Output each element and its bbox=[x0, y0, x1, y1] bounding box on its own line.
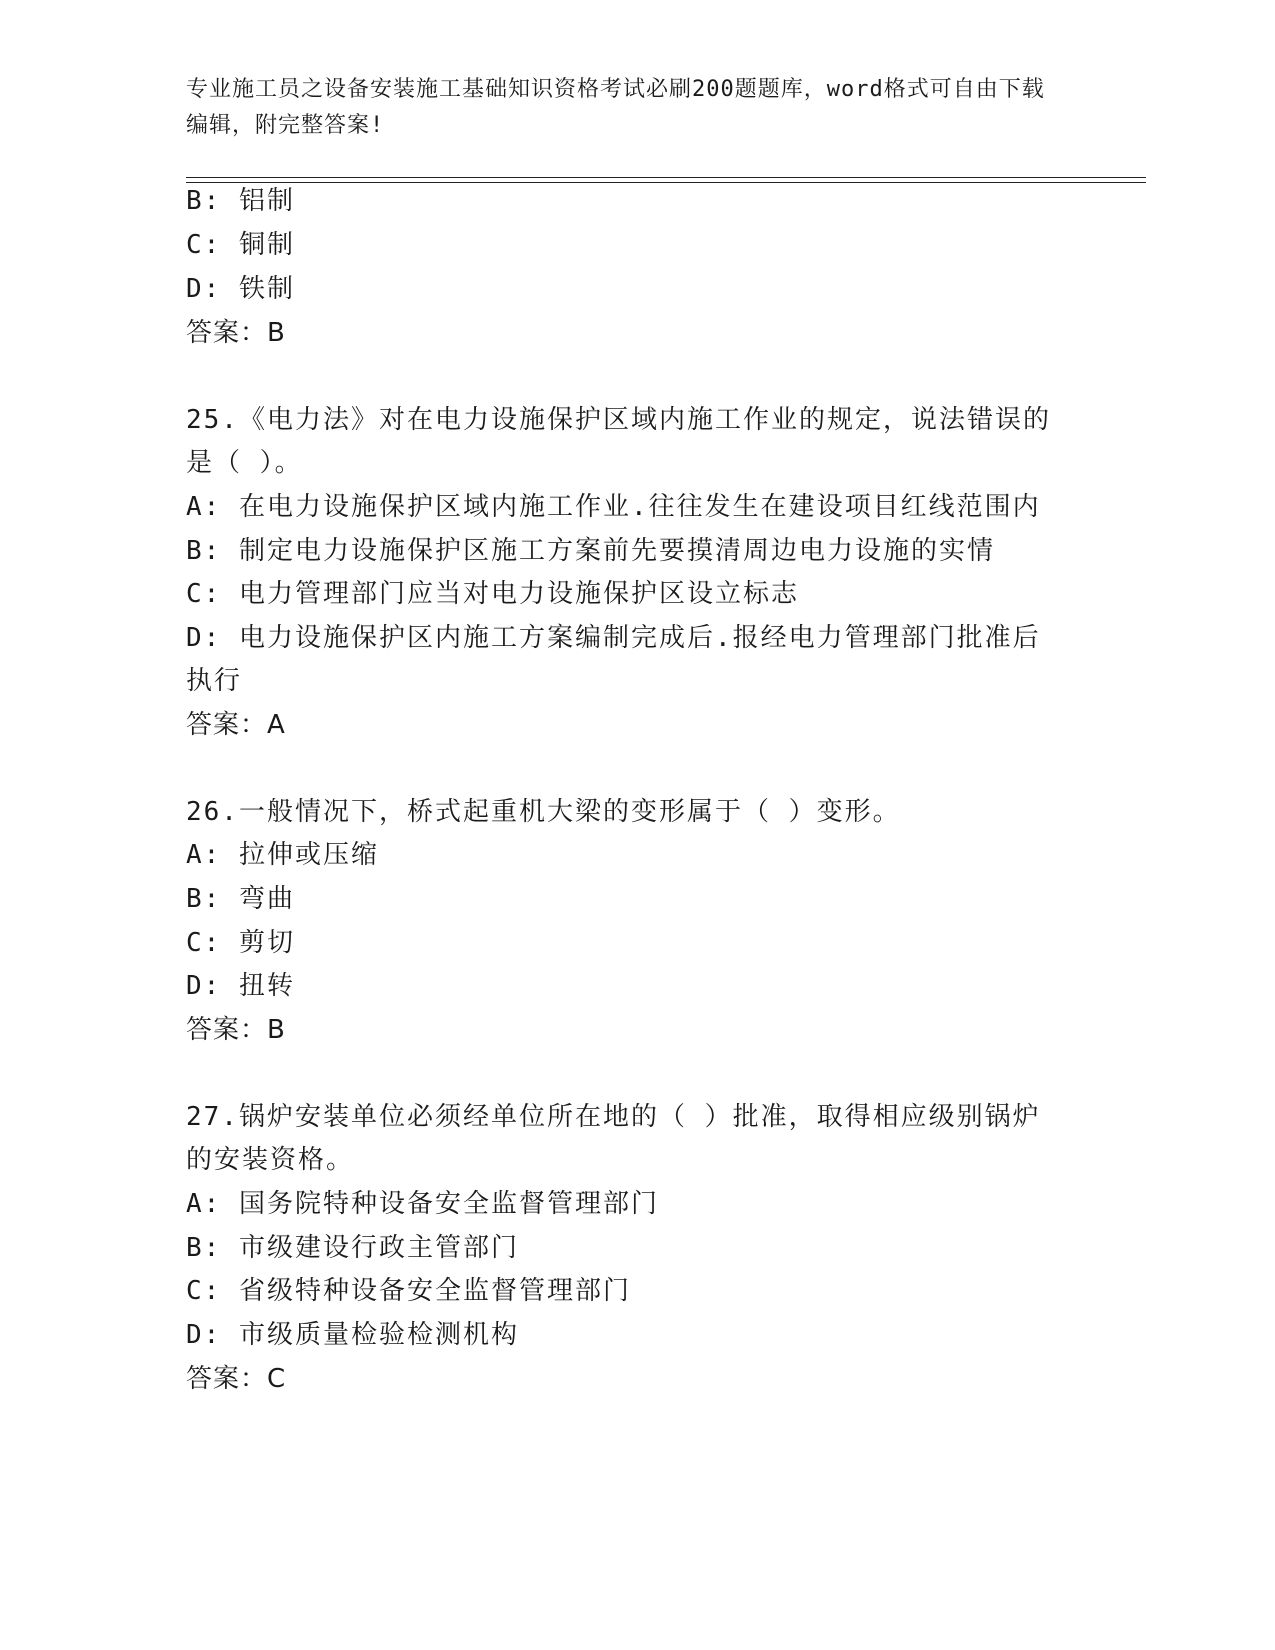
q25-answer: 答案：A bbox=[186, 710, 286, 740]
q27-option-b: B: 市级建设行政主管部门 bbox=[186, 1233, 519, 1263]
q25-stem-line1: 25.《电力法》对在电力设施保护区域内施工作业的规定，说法错误的 bbox=[186, 405, 1051, 435]
q25-stem-line2: 是（ ）。 bbox=[186, 448, 303, 478]
q27-stem-line1: 27.锅炉安装单位必须经单位所在地的（ ）批准，取得相应级别锅炉 bbox=[186, 1102, 1041, 1132]
q25-option-c: C: 电力管理部门应当对电力设施保护区设立标志 bbox=[186, 579, 799, 609]
q26-stem: 26.一般情况下，桥式起重机大梁的变形属于（ ）变形。 bbox=[186, 797, 901, 827]
q26-option-a: A: 拉伸或压缩 bbox=[186, 840, 379, 870]
q26-option-d: D: 扭转 bbox=[186, 971, 295, 1001]
q27-stem-line2: 的安装资格。 bbox=[186, 1145, 355, 1175]
prev-answer: 答案：B bbox=[186, 318, 286, 348]
q27-answer: 答案：C bbox=[186, 1364, 287, 1394]
q27-option-c: C: 省级特种设备安全监督管理部门 bbox=[186, 1276, 631, 1306]
q26-answer: 答案：B bbox=[186, 1015, 286, 1045]
document-header: 专业施工员之设备安装施工基础知识资格考试必刷200题题库，word格式可自由下载编辑，附完整答案! bbox=[186, 77, 1045, 138]
q25-option-d-line1: D: 电力设施保护区内施工方案编制完成后.报经电力管理部门批准后 bbox=[186, 623, 1041, 653]
prev-option-c: C: 铜制 bbox=[186, 230, 295, 260]
prev-option-b: B: 铝制 bbox=[186, 186, 295, 216]
prev-option-d: D: 铁制 bbox=[186, 274, 295, 304]
q26-option-b: B: 弯曲 bbox=[186, 884, 295, 914]
q26-option-c: C: 剪切 bbox=[186, 928, 295, 958]
q25-option-d-line2: 执行 bbox=[186, 666, 243, 696]
q27-option-d: D: 市级质量检验检测机构 bbox=[186, 1320, 519, 1350]
q25-option-a: A: 在电力设施保护区域内施工作业.往往发生在建设项目红线范围内 bbox=[186, 492, 1041, 522]
q27-option-a: A: 国务院特种设备安全监督管理部门 bbox=[186, 1189, 659, 1219]
q25-option-b: B: 制定电力设施保护区施工方案前先要摸清周边电力设施的实情 bbox=[186, 536, 995, 566]
header-divider bbox=[186, 177, 1146, 183]
